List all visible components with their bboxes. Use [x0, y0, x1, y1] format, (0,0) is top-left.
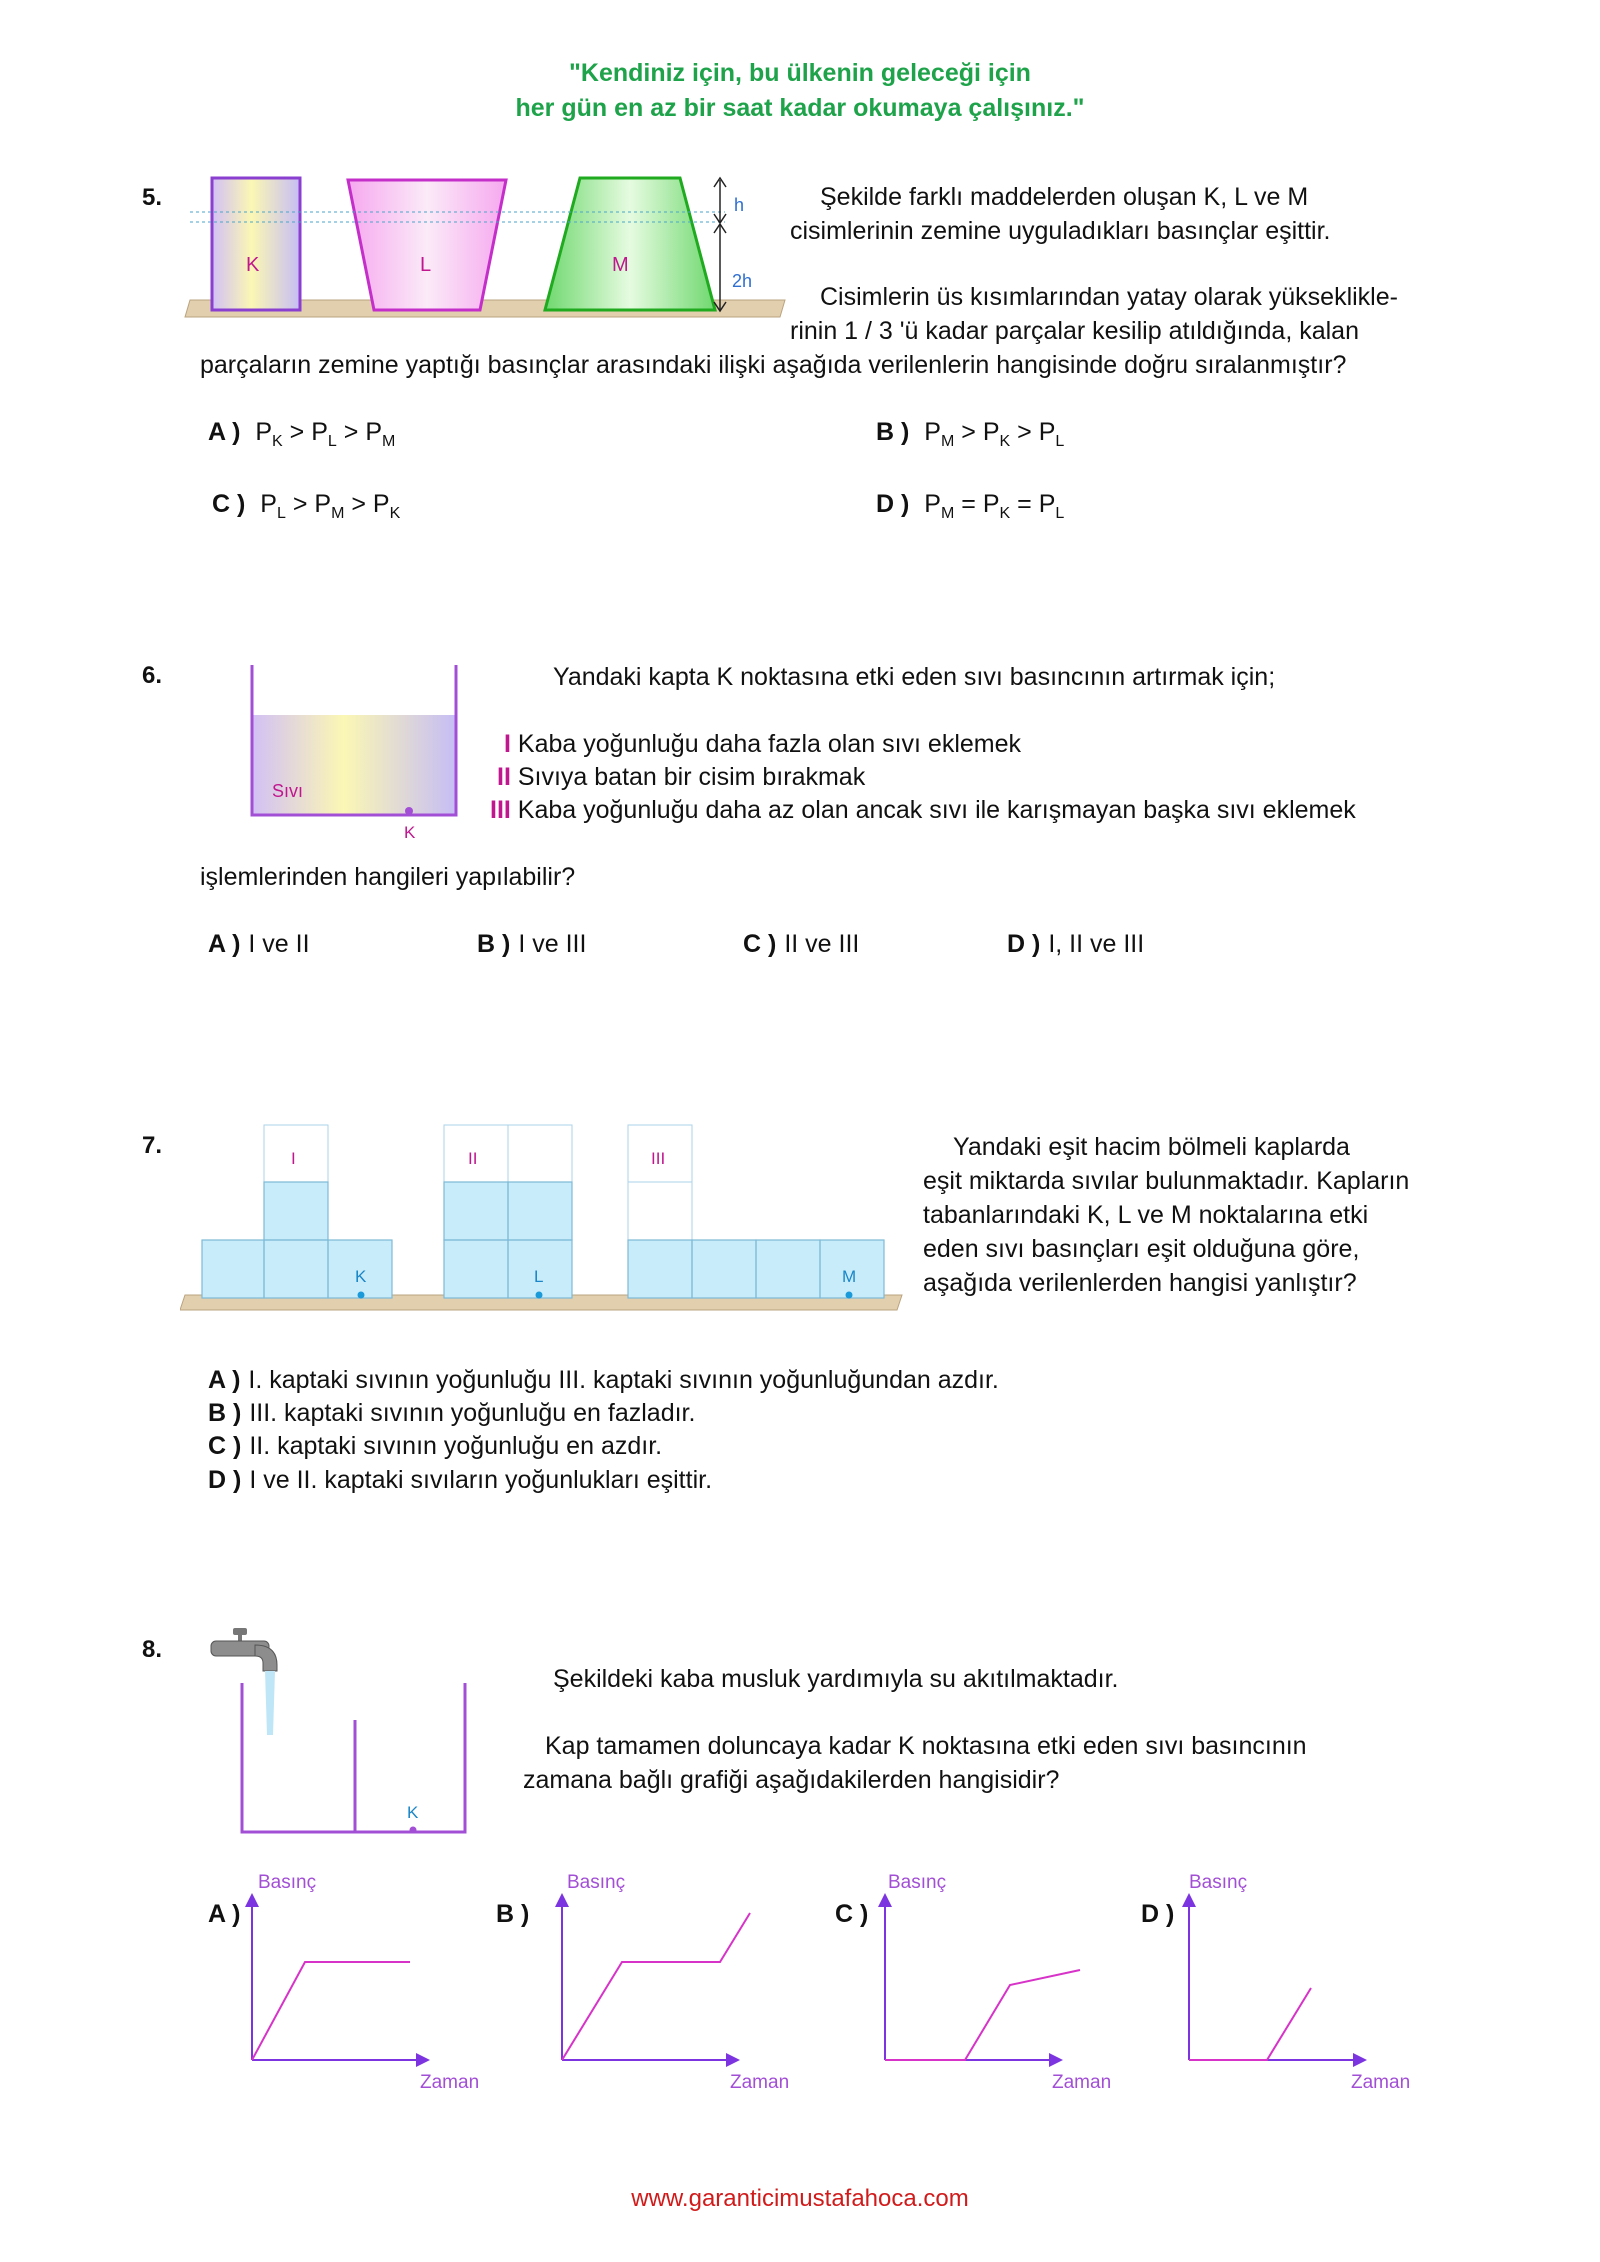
q8-figure — [205, 1625, 485, 1840]
q7-label-2: II — [468, 1149, 478, 1168]
q8-graph-c-ylabel: Basınç — [888, 1872, 947, 1893]
q5-label-k: K — [246, 254, 260, 276]
quote-line-2: her gün en az bir saat kadar okumaya çalışınız." — [515, 94, 1085, 122]
q6-option-b[interactable]: B ) I ve III — [477, 930, 587, 958]
q5-text-5: parçaların zemine yaptığı basınçlar arasındaki ilişki aşağıda verilenlerin hangisinde doğru sıralanmıştır? — [200, 351, 1347, 379]
q6-intro: Yandaki kapta K noktasına etki eden sıvı basıncının artırmak için; — [553, 663, 1276, 691]
q7-option-b[interactable]: B ) III. kaptaki sıvının yoğunluğu en fazladır. — [208, 1399, 696, 1427]
q8-graph-d-ylabel: Basınç — [1189, 1872, 1248, 1893]
q5-option-d[interactable]: D ) $P_M = P_K = P_L$ — [876, 490, 1065, 522]
q7-label-1: I — [291, 1149, 296, 1168]
q6-figure — [245, 660, 470, 850]
q8-text-1: Şekildeki kaba musluk yardımıyla su akıtılmaktadır. — [553, 1665, 1119, 1693]
q8-graph-b-curve — [562, 1913, 750, 2060]
q8-graph-a-curve — [252, 1962, 410, 2060]
q8-option-a[interactable] — [200, 1855, 500, 2095]
footer-url[interactable]: www.garanticimustafahoca.com — [631, 2185, 969, 2212]
q7-option-c[interactable]: C ) II. kaptaki sıvının yoğunluğu en azdır. — [208, 1432, 663, 1460]
q8-option-b[interactable] — [490, 1855, 790, 2095]
q8-water-stream — [265, 1671, 275, 1735]
q6-item-2: II Sıvıya batan bir cisim bırakmak — [497, 763, 866, 791]
q8-graph-c-xlabel: Zaman — [1052, 2072, 1112, 2093]
q8-option-b-letter: B ) — [496, 1900, 530, 1928]
q5-text-1: Şekilde farklı maddelerden oluşan K, L ve M — [820, 183, 1309, 211]
q5-body-k — [212, 178, 300, 310]
q5-label-h: h — [734, 195, 745, 215]
q5-body-m — [545, 178, 715, 310]
q6-option-c[interactable]: C ) II ve III — [743, 930, 860, 958]
question-7-number: 7. — [142, 1132, 163, 1159]
q7-text-3: tabanlarındaki K, L ve M noktalarına etki — [923, 1201, 1369, 1229]
q8-option-d[interactable] — [1125, 1855, 1425, 2095]
q8-graph-c — [825, 1855, 1125, 2095]
q8-point-k — [410, 1827, 417, 1834]
q7-option-d[interactable]: D ) I ve II. kaptaki sıvıların yoğunlukları eşittir. — [208, 1466, 713, 1494]
q8-graph-a-xlabel: Zaman — [420, 2072, 480, 2093]
question-8-number: 8. — [142, 1636, 163, 1663]
q6-option-a[interactable]: A ) I ve II — [208, 930, 310, 958]
q8-label-k: K — [407, 1803, 419, 1822]
q7-point-k — [358, 1292, 365, 1299]
q7-figure — [180, 1120, 910, 1315]
q8-option-c[interactable] — [825, 1855, 1125, 2095]
q5-option-c[interactable]: C ) $P_L > P_M > P_K$ — [212, 490, 401, 522]
q5-text-4: rinin 1 / 3 'ü kadar parçalar kesilip atıldığında, kalan — [790, 317, 1359, 345]
q6-label-k: K — [404, 823, 416, 842]
q5-option-b[interactable]: B ) $P_M > P_K > P_L$ — [876, 418, 1065, 450]
q6-question: işlemlerinden hangileri yapılabilir? — [200, 863, 576, 891]
q8-text-3: zamana bağlı grafiği aşağıdakilerden hangisidir? — [523, 1766, 1060, 1794]
q7-label-m: M — [842, 1267, 857, 1286]
q6-item-3: III Kaba yoğunluğu daha az olan ancak sıvı ile karışmayan başka sıvı eklemek — [490, 796, 1356, 824]
q7-label-l: L — [534, 1267, 544, 1286]
q7-label-k: K — [355, 1267, 367, 1286]
q7-option-a[interactable]: A ) I. kaptaki sıvının yoğunluğu III. kaptaki sıvının yoğunluğundan azdır. — [208, 1366, 999, 1394]
q7-text-5: aşağıda verilenlerden hangisi yanlıştır? — [923, 1269, 1357, 1297]
question-5-number: 5. — [142, 184, 163, 211]
question-6-number: 6. — [142, 662, 163, 689]
quote-line-1: "Kendiniz için, bu ülkenin geleceği için — [569, 59, 1031, 87]
q7-text-4: eden sıvı basınçları eşit olduğuna göre, — [923, 1235, 1360, 1263]
q7-text-1: Yandaki eşit hacim bölmeli kaplarda — [953, 1133, 1350, 1161]
q8-graph-a — [200, 1855, 500, 2095]
q8-graph-c-curve — [885, 1970, 1080, 2060]
q8-graph-d-curve — [1189, 1988, 1311, 2060]
q6-item-1: I Kaba yoğunluğu daha fazla olan sıvı eklemek — [504, 730, 1022, 758]
q8-graph-b — [490, 1855, 790, 2095]
q5-text-2: cisimlerinin zemine uyguladıkları basınçlar eşittir. — [790, 217, 1331, 245]
q5-text-3: Cisimlerin üs kısımlarından yatay olarak yükseklikle- — [820, 283, 1398, 311]
q7-text-2: eşit miktarda sıvılar bulunmaktadır. Kapların — [923, 1167, 1410, 1195]
q5-label-l: L — [420, 254, 432, 276]
q8-graph-d — [1125, 1855, 1425, 2095]
q5-figure — [180, 165, 800, 335]
q7-container-2 — [444, 1125, 572, 1298]
q8-graph-a-ylabel: Basınç — [258, 1872, 317, 1893]
q7-point-m — [846, 1292, 853, 1299]
q6-label-liquid: Sıvı — [272, 781, 304, 801]
q5-option-a[interactable]: A ) $P_K > P_L > P_M$ — [208, 418, 396, 450]
q8-graph-d-xlabel: Zaman — [1351, 2072, 1411, 2093]
q8-graph-b-xlabel: Zaman — [730, 2072, 790, 2093]
q7-point-l — [536, 1292, 543, 1299]
q5-label-2h: 2h — [732, 271, 753, 291]
q8-graph-b-ylabel: Basınç — [567, 1872, 626, 1893]
q5-label-m: M — [612, 254, 629, 276]
faucet-icon — [211, 1628, 277, 1671]
q8-option-d-letter: D ) — [1141, 1900, 1175, 1928]
q6-option-d[interactable]: D ) I, II ve III — [1007, 930, 1145, 958]
q6-point-k — [405, 807, 413, 815]
q5-body-l — [348, 180, 506, 310]
q8-text-2: Kap tamamen doluncaya kadar K noktasına etki eden sıvı basıncının — [545, 1732, 1307, 1760]
q8-option-a-letter: A ) — [208, 1900, 241, 1928]
q7-label-3: III — [651, 1149, 666, 1168]
q8-option-c-letter: C ) — [835, 1900, 869, 1928]
